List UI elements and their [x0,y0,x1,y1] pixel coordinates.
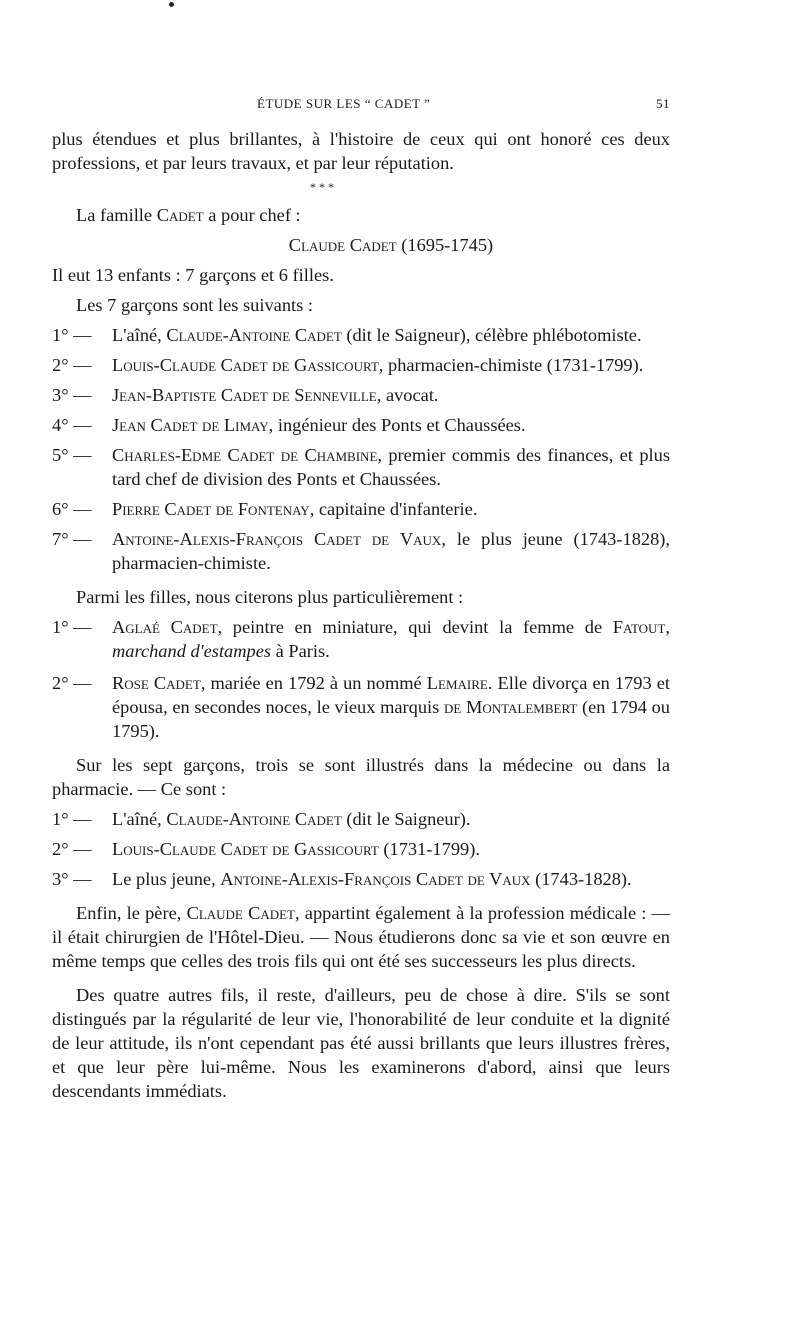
page-number: 51 [656,96,670,111]
person-name: Claude-Antoine Cadet [166,325,342,345]
family-tail: a pour chef : [208,205,301,225]
item-number: 1° — [52,325,92,345]
item-number: 2° — [52,673,92,693]
person-name: Jean Cadet de Limay [112,415,269,435]
item-text: , pharmacien-chimiste (1731-1799). [378,355,644,375]
intro-paragraph: plus étendues et plus brillantes, à l'histoire de ceux qui ont honoré ces deux professions, et par leurs travaux, et par leur réputation. [52,129,670,173]
item-number: 1° — [52,809,92,829]
founder-line [52,233,670,257]
item-text: , ingénieur des Ponts et Chaussées. [268,415,526,435]
list-item [52,383,670,407]
person-name: Lemaire [426,673,488,693]
person-name: Claude-Antoine Cadet [166,809,342,829]
item-number: 3° — [52,385,92,405]
person-name: Claude Cadet [186,903,295,923]
founder-name: Claude Cadet [288,235,397,255]
family-lead: La famille [76,205,153,225]
item-text: (1731-1799). [378,839,480,859]
item-text: , capitaine d'infanterie. [309,499,478,519]
item-text: , peintre en miniature, qui devint la femme de [217,617,613,637]
section-separator: * * * [310,180,334,194]
item-text: , mariée en 1792 à un nommé [200,673,427,693]
person-name: Louis-Claude Cadet de Gassicourt [112,839,379,859]
sons-intro: Les 7 garçons sont les suivants : [76,295,314,315]
family-name: Cadet [156,205,204,225]
item-text: (dit le Saigneur), célèbre phlébotomiste. [341,325,642,345]
sons-list [52,323,670,575]
item-text: , premier commis des finances, et plus tard chef de division des Ponts et Chaussées. [112,445,670,489]
item-text: (en 1794 ou 1795). [112,697,670,741]
person-name: Jean-Baptiste Cadet de Senneville [112,385,377,405]
item-prefix: L'aîné, [112,325,167,345]
others-paragraph: Des quatre autres fils, il reste, d'ailleurs, peu de chose à dire. S'ils se sont distingués par la régularité de leur vie, l'honorabilité de leur conduite et la dignité de leur attitude, ils n'ont cependant pas été aussi brillants que leurs illustres frères, et que leur père lui-même. Nous les examinerons d'abord, ainsi que leurs descendants immédiats. [52,985,670,1101]
ink-speck [169,2,174,7]
person-name: Antoine-Alexis-François Cadet de Vaux [112,529,442,549]
father-paragraph [52,901,670,973]
item-text: , le plus jeune (1743-1828), pharmacien-chimiste. [112,529,671,573]
list-item [52,615,670,663]
item-text: , avocat. [376,385,439,405]
list-item [52,323,670,347]
list-item [52,497,670,521]
item-text: à Paris. [271,641,330,661]
person-name: Charles-Edme Cadet de Chambine [112,445,378,465]
item-number: 6° — [52,499,92,519]
children-count: Il eut 13 enfants : 7 garçons et 6 filles. [52,265,334,285]
person-name: Pierre Cadet de Fontenay [112,499,310,519]
list-item [52,443,670,491]
person-name: de Montalembert [444,697,578,717]
person-name: Antoine-Alexis-François Cadet de Vaux [220,869,531,889]
item-prefix: Le plus jeune, [112,869,221,889]
paragraph-text: Enfin, le père, [76,903,187,923]
daughters-intro: Parmi les filles, nous citerons plus particulièrement : [76,587,464,607]
person-name: Louis-Claude Cadet de Gassicourt [112,355,379,375]
illustrious-intro: Sur les sept garçons, trois se sont illustrés dans la médecine ou dans la pharmacie. — Ce sont : [52,755,670,799]
running-header [52,96,670,116]
item-text: (dit le Saigneur). [341,809,471,829]
page-body [52,127,670,1103]
item-prefix: L'aîné, [112,809,167,829]
person-name: Fatout [612,617,666,637]
item-number: 4° — [52,415,92,435]
item-number: 3° — [52,869,92,889]
running-title: ÉTUDE SUR LES “ CADET ” [257,96,431,111]
list-item [52,413,670,437]
person-name: Rose Cadet [112,673,201,693]
italic-text: marchand d'estampes [112,641,272,661]
family-paragraph [52,203,670,227]
list-item [52,837,670,861]
list-item [52,353,670,377]
item-number: 1° — [52,617,92,637]
list-item [52,527,670,575]
list-item [52,807,670,831]
list-item [52,867,670,891]
item-text: . Elle divorça en 1793 et épousa, en secondes noces, le vieux marquis [112,673,670,717]
item-number: 5° — [52,445,92,465]
item-text: , [665,617,670,637]
person-name: Aglaé Cadet [112,617,218,637]
item-number: 2° — [52,839,92,859]
list-item [52,671,670,743]
item-number: 7° — [52,529,92,549]
paragraph-text: , appartint également à la profession médicale : — il était chirurgien de l'Hôtel-Dieu. — Nous étudierons donc sa vie et son œuvre en même temps que celles des trois fils qui ont été ses successeurs les plus directs. [52,903,670,971]
item-text: (1743-1828). [530,869,632,889]
founder-dates: (1695-1745) [401,235,494,255]
item-number: 2° — [52,355,92,375]
